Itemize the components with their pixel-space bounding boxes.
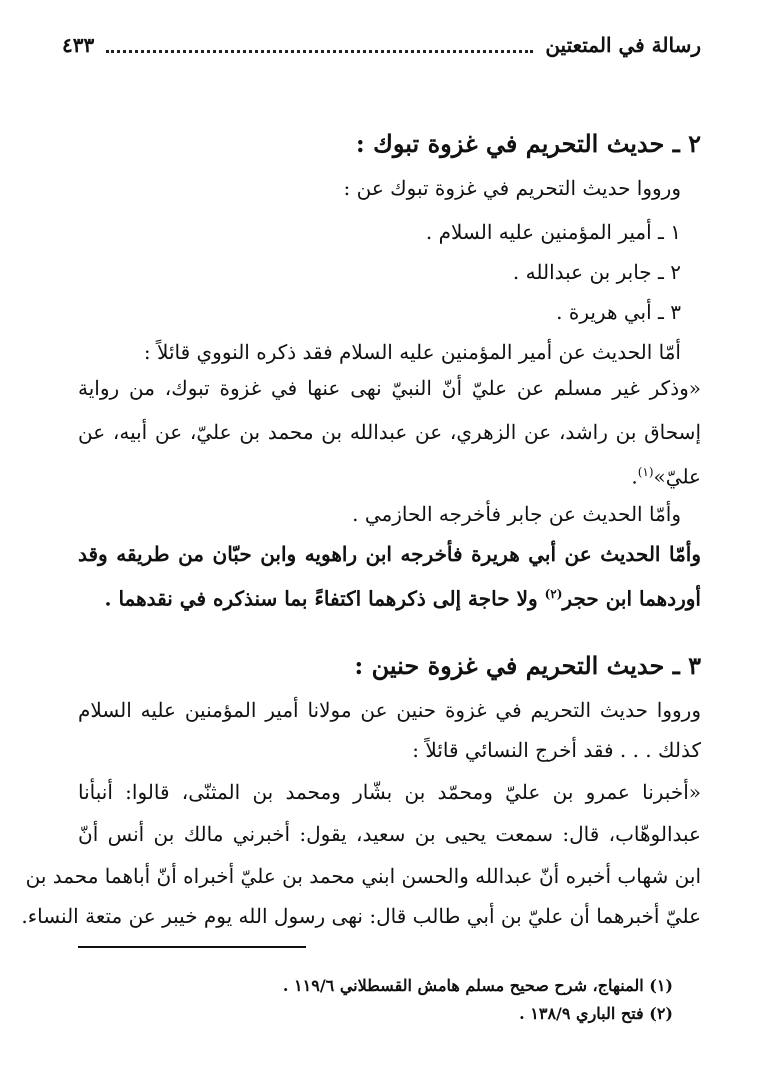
quote-line: عليّ أخبرهما أن عليّ بن أبي طالب قال: نهى رسول الله يوم خيبر عن متعة النساء. bbox=[21, 904, 701, 928]
section-heading-hunayn: ٣ ـ حديث التحريم في غزوة حنين : bbox=[354, 651, 701, 680]
quote-line: إسحاق بن راشد، عن الزهري، عن عبدالله بن محمد بن عليّ، عن أبيه، عن bbox=[78, 420, 701, 444]
text-fragment: ولا حاجة إلى ذكرهما اكتفاءً بما سنذكره في نقدهما . bbox=[104, 586, 545, 611]
leader-dots bbox=[106, 50, 533, 53]
running-header bbox=[62, 28, 701, 62]
quote-text: عليّ» bbox=[653, 464, 701, 489]
paragraph-line: ورووا حديث التحريم في غزوة تبوك عن : bbox=[343, 176, 681, 200]
footnote-2: (٢) فتح الباري ١٣٨/٩ . bbox=[519, 1004, 673, 1023]
footnote-ref-2: (٢) bbox=[544, 587, 563, 601]
paragraph-line bbox=[105, 578, 701, 615]
list-item: ١ ـ أمير المؤمنين عليه السلام . bbox=[425, 220, 681, 244]
paragraph-line: وأمّا الحديث عن أبي هريرة فأخرجه ابن راهويه وابن حبّان من طريقه وقد bbox=[78, 542, 701, 566]
list-item: ٣ ـ أبي هريرة . bbox=[556, 300, 681, 324]
footnote-separator bbox=[78, 946, 306, 948]
footnote-ref-1: (١) bbox=[637, 465, 654, 479]
paragraph-line: كذلك . . . فقد أخرج النسائي قائلاً : bbox=[412, 738, 701, 762]
quote-line: ابن شهاب أخبره أنّ عبدالله والحسن ابني محمد بن عليّ أخبراه أنّ أباهما محمد بن bbox=[25, 864, 701, 888]
paragraph-line: وأمّا الحديث عن جابر فأخرجه الحازمي . bbox=[352, 502, 681, 526]
list-item: ٢ ـ جابر بن عبدالله . bbox=[512, 260, 681, 284]
quote-end-mark: . bbox=[631, 464, 638, 489]
quote-line: «أخبرنا عمرو بن عليّ ومحمّد بن بشّار ومحمد بن المثنّى، قالوا: أنبأنا bbox=[78, 780, 701, 804]
paragraph-line: أمّا الحديث عن أمير المؤمنين عليه السلام فقد ذكره النووي قائلاً : bbox=[143, 340, 681, 364]
quote-line-end bbox=[631, 456, 701, 493]
page-number: ٤٣٣ bbox=[62, 33, 95, 57]
paragraph-line: ورووا حديث التحريم في غزوة حنين عن مولانا أمير المؤمنين عليه السلام bbox=[78, 698, 701, 722]
quote-line: «وذكر غير مسلم عن عليّ أنّ النبيّ نهى عنها في غزوة تبوك، من رواية bbox=[78, 376, 701, 400]
footnote-1: (١) المنهاج، شرح صحيح مسلم هامش القسطلاني ١١٩/٦ . bbox=[282, 976, 673, 995]
running-title: رسالة في المتعتين bbox=[545, 33, 701, 57]
section-heading-tabuk: ٢ ـ حديث التحريم في غزوة تبوك : bbox=[355, 129, 701, 158]
quote-line: عبدالوهّاب، قال: سمعت يحيى بن سعيد، يقول: أخبرني مالك بن أنس أنّ bbox=[78, 822, 701, 846]
text-fragment: أوردهما ابن حجر bbox=[562, 586, 701, 611]
